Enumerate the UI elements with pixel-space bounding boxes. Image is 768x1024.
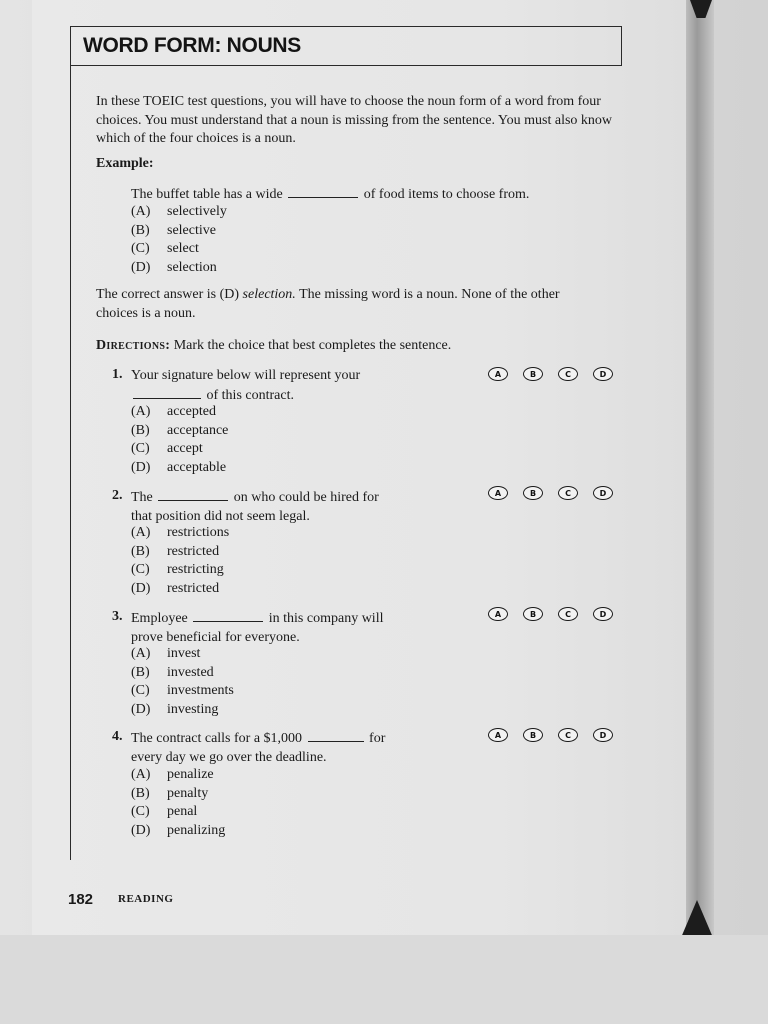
example-stem-after: of food items to choose from. [363, 187, 530, 202]
page-edge-shadow [686, 0, 714, 935]
question-stem: The on who could be hired for that position did not seem legal. [131, 490, 379, 524]
bubble-a[interactable]: A [488, 486, 508, 500]
example-stem [131, 185, 529, 205]
example-option: (C) select [131, 241, 199, 256]
page-title: WORD FORM: NOUNS [83, 34, 302, 57]
answer-option: (B) acceptance [131, 422, 229, 438]
bubble-a[interactable]: A [488, 728, 508, 742]
bubble-b[interactable]: B [523, 728, 543, 742]
question-stem: The contract calls for a $1,000 for every day we go over the deadline. [131, 731, 386, 765]
bubble-c[interactable]: C [558, 486, 578, 500]
directions [96, 337, 451, 356]
answer-word: selection. [242, 287, 296, 302]
question-stem: Your signature below will represent your of this contract. [131, 368, 361, 403]
bubble-d[interactable]: D [593, 486, 613, 500]
bubble-c[interactable]: C [558, 728, 578, 742]
answer-option: (B) invested [131, 664, 214, 680]
example-option: (B) selective [131, 222, 216, 238]
directions-label: Directions: [96, 338, 171, 353]
answer-blank [308, 729, 364, 742]
answer-blank [193, 609, 263, 622]
answer-option: (B) restricted [131, 543, 220, 559]
answer-option: (C) investments [131, 683, 234, 698]
answer-bubbles [488, 486, 613, 502]
bubble-c[interactable]: C [558, 607, 578, 621]
question-number: 2. [112, 488, 123, 503]
answer-option: (A) invest [131, 646, 201, 661]
question-options [131, 403, 228, 477]
answer-option: (A) penalize [131, 767, 214, 782]
question-options [131, 645, 234, 719]
page-number: 182 [68, 891, 94, 908]
bubble-a[interactable]: A [488, 367, 508, 381]
example-answer: The correct answer is (D) selection. The missing word is a noun. None of the other choices is a noun. [96, 287, 560, 321]
example-option: (A) selectively [131, 204, 227, 219]
answer-bubbles [488, 607, 613, 623]
example-options [131, 203, 227, 277]
example-label: Example: [96, 156, 154, 171]
answer-blank [158, 488, 228, 501]
question-number: 4. [112, 729, 123, 744]
question-options [131, 766, 225, 840]
directions-text: Mark the choice that best completes the sentence. [173, 338, 452, 353]
intro-paragraph: In these TOEIC test questions, you will have to choose the noun form of a word from four choices. You must understand that a noun is missing from the sentence. You must also know which of the four choices is a noun. [96, 94, 613, 146]
answer-blank [288, 185, 358, 198]
answer-option: (D) penalizing [131, 822, 226, 838]
bubble-d[interactable]: D [593, 367, 613, 381]
question-stem: Employee in this company will prove beneficial for everyone. [131, 611, 384, 645]
question-options [131, 524, 229, 598]
question-number: 3. [112, 609, 123, 624]
bubble-b[interactable]: B [523, 607, 543, 621]
answer-option: (A) restrictions [131, 525, 230, 540]
bubble-b[interactable]: B [523, 486, 543, 500]
answer-option: (D) acceptable [131, 459, 227, 475]
answer-bubbles [488, 367, 613, 383]
example-option: (D) selection [131, 259, 217, 275]
question-number: 1. [112, 367, 123, 382]
bubble-d[interactable]: D [593, 607, 613, 621]
answer-option: (C) penal [131, 804, 198, 819]
section-label: READING [118, 893, 174, 905]
answer-option: (A) accepted [131, 404, 216, 419]
answer-bubbles [488, 728, 613, 744]
bubble-a[interactable]: A [488, 607, 508, 621]
left-margin-rule [70, 26, 71, 860]
bubble-b[interactable]: B [523, 367, 543, 381]
title-box [70, 26, 622, 66]
bubble-c[interactable]: C [558, 367, 578, 381]
answer-option: (D) investing [131, 701, 219, 717]
bubble-d[interactable]: D [593, 728, 613, 742]
scanner-bed [0, 935, 768, 1024]
example-stem-before: The buffet table has a wide [131, 187, 283, 202]
answer-option: (C) restricting [131, 562, 224, 577]
answer-option: (B) penalty [131, 785, 209, 801]
answer-option: (D) restricted [131, 580, 220, 596]
answer-option: (C) accept [131, 441, 203, 456]
answer-blank [133, 386, 201, 399]
